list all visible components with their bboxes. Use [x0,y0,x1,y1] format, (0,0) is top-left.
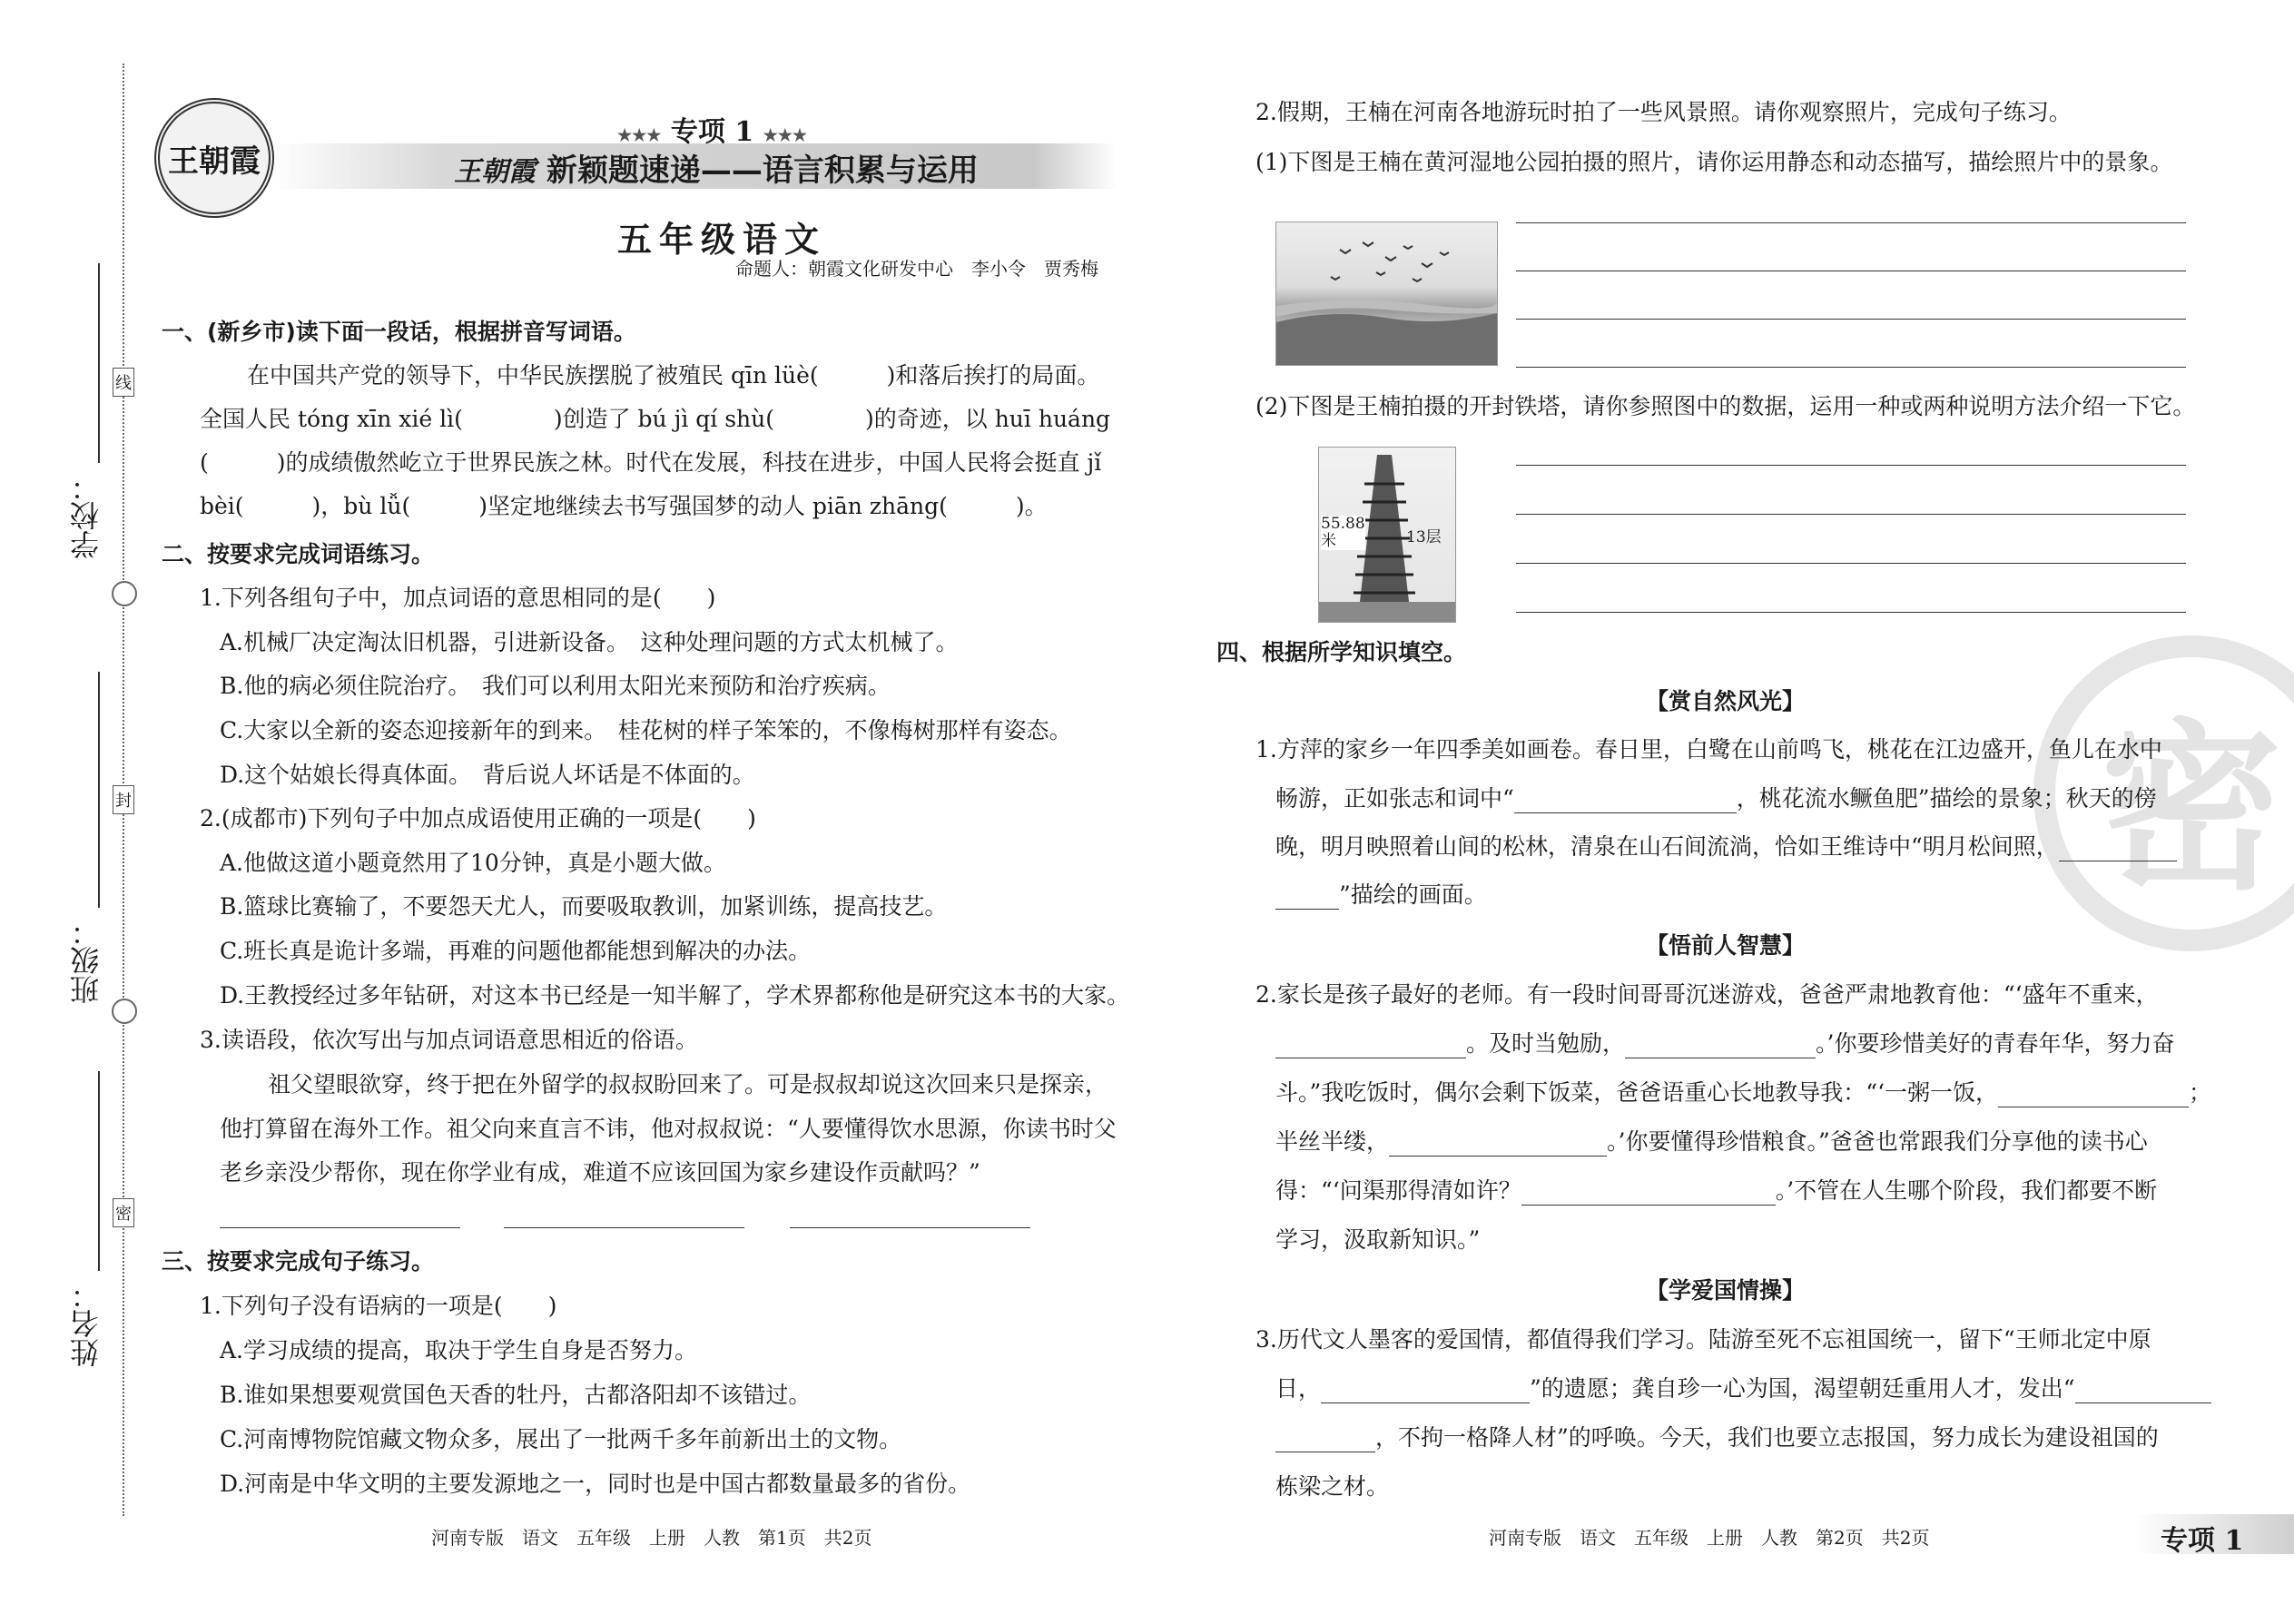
question-2-1: 1.下列各组句子中，加点词语的意思相同的是( ) [200,585,716,611]
fill-line: 晚，明月映照着山间的松林，清泉在山石间流淌，恰如王维诗中“明月松间照， [1275,832,2177,861]
passage-line: 老乡亲没少帮你，现在你学业有成，难道不应该回国为家乡建设作贡献吗？” [220,1159,980,1186]
answer-line[interactable] [1516,612,2186,613]
option: C.班长真是诡计多端，再难的问题他都能想到解决的办法。 [220,938,812,964]
fill-blank[interactable] [1275,887,1339,910]
seal-char-seal: 封 [113,785,134,814]
answer-line[interactable] [1516,465,2186,466]
question-3-2-1: (1)下图是王楠在黄河湿地公园拍摄的照片，请你运用静态和动态描写，描绘照片中的景象。 [1255,149,2173,175]
passage-line: 祖父望眼欲穿，终于把在外留学的叔叔盼回来了。可是叔叔却说这次回来只是探亲， [268,1071,1108,1097]
section1-line: ( )的成绩傲然屹立于世界民族之林。时代在发展，科技在进步，中国人民将会挺直 jǐ [200,449,1102,476]
question-3-1: 1.下列句子没有语病的一项是( ) [200,1293,557,1319]
school-label: 学校： [69,472,103,559]
question-3-2: 2.假期，王楠在河南各地游玩时拍了一些风景照。请你观察照片，完成句子练习。 [1255,99,2072,125]
option: D.河南是中华文明的主要发源地之一，同时也是中国古都数量最多的省份。 [220,1471,971,1497]
series-tag: 专项 1 [2133,1514,2294,1554]
subheading-nature: 【赏自然风光】 [1646,688,1806,714]
section1-line: 在中国共产党的领导下，中华民族摆脱了被殖民 qīn lüè( )和落后挨打的局面。 [247,362,1100,389]
fill-blank[interactable] [1521,1183,1776,1206]
grade-subject: 五年级语文 [617,219,827,260]
question-2-2: 2.(成都市)下列句子中加点成语使用正确的一项是( ) [200,805,756,832]
tower-floors: 13层 [1406,528,1442,546]
fill-line: ，不拘一格降人材”的呼唤。今天，我们也要立志报国，努力成长为建设祖国的 [1275,1423,2159,1452]
fill-blank[interactable] [1275,1036,1466,1058]
fill-line: 畅游，正如张志和词中“ ，桃花流水鳜鱼肥”描绘的景象；秋天的傍 [1275,785,2157,812]
iron-tower-photo [1318,447,1456,623]
answer-line[interactable] [1516,319,2186,320]
birds-icon [1276,222,1497,365]
fill-line: 1.方萍的家乡一年四季美如画卷。春日里，白鹭在山前鸣飞，桃花在江边盛开，鱼儿在水中 [1255,736,2162,763]
author-line: 命题人：朝霞文化研发中心 李小令 贾秀梅 [735,258,1098,280]
answer-line[interactable] [504,1227,744,1228]
fill-line: 日， ”的遗愿；龚自珍一心为国，渴望朝廷重用人才，发出“ [1275,1374,2211,1403]
brand-logo: 王朝霞 [154,98,274,218]
answer-line[interactable] [1516,514,2186,515]
option: B.篮球比赛输了，不要怨天尤人，而要吸取教训，加紧训练，提高技艺。 [220,893,948,920]
answer-line[interactable] [790,1227,1030,1228]
fill-line: ”描绘的画面。 [1275,881,1487,910]
class-label: 班级： [69,917,103,1004]
fill-line: 学习，汲取新知识。” [1275,1226,1481,1253]
option: B.他的病必须住院治疗。 我们可以利用太阳光来预防和治疗疾病。 [220,673,891,699]
fill-line: 。及时当勉励， 。’你要珍惜美好的青春年华，努力奋 [1275,1029,2174,1058]
fill-blank[interactable] [2059,839,2177,861]
seal-char-secret: 密 [113,1198,134,1227]
section2-heading: 二、按要求完成词语练习。 [162,541,435,567]
school-field[interactable] [98,263,100,463]
section3-heading: 三、按要求完成句子练习。 [162,1248,435,1275]
footer-left: 河南专版 语文 五年级 上册 人教 第1页 共2页 [431,1527,872,1549]
option: A.他做这道小题竟然用了10分钟，真是小题大做。 [220,850,726,876]
option: C.大家以全新的姿态迎接新年的到来。 桂花树的样子笨笨的，不像梅树那样有姿态。 [220,717,1072,743]
binding-hole-icon [112,581,137,606]
subheading-patriotism: 【学爱国情操】 [1646,1277,1806,1304]
fill-line: 半丝半缕， 。’你要懂得珍惜粮食。”爸爸也常跟我们分享他的读书心 [1275,1128,2148,1155]
answer-line[interactable] [1516,563,2186,564]
option: A.学习成绩的提高，取决于学生自身是否努力。 [220,1337,698,1363]
fill-line: 栋梁之材。 [1275,1473,1390,1500]
footer-right: 河南专版 语文 五年级 上册 人教 第2页 共2页 [1489,1527,1930,1549]
fill-line: 得：“‘问渠那得清如许？ 。’不管在人生哪个阶段，我们都要不断 [1275,1177,2158,1204]
fill-blank[interactable] [1275,1430,1375,1452]
section1-heading: 一、(新乡市)读下面一段话，根据拼音写词语。 [162,319,636,345]
fill-blank[interactable] [1389,1134,1607,1156]
answer-line[interactable] [220,1227,460,1228]
option: A.机械厂决定淘汰旧机器，引进新设备。 这种处理问题的方式太机械了。 [220,629,959,655]
subheading-wisdom: 【悟前人智慧】 [1646,932,1806,959]
tower-height: 55.88 [1321,515,1365,533]
fill-line: 斗。”我吃饭时，偶尔会剩下饭菜，爸爸语重心长地教导我：“‘一粥一饭， ； [1275,1079,2212,1106]
fill-blank[interactable] [1321,1381,1530,1403]
question-3-2-2: (2)下图是王楠拍摄的开封铁塔，请你参照图中的数据，运用一种或两种说明方法介绍一下它。 [1255,393,2196,419]
answer-line[interactable] [1516,367,2186,368]
section1-line: 全国人民 tóng xīn xié lì( )创造了 bú jì qí shù( )的奇迹，以 huī huáng [200,406,1111,432]
series-title: ★★★ 专项 1 ★★★ [617,116,808,148]
option: D.王教授经过多年钻研，对这本书已经是一知半解了，学术界都称他是研究这本书的大家。 [220,982,1130,1009]
option: B.谁如果想要观赏国色天香的牡丹，古都洛阳却不该错过。 [220,1382,812,1408]
name-field[interactable] [98,1071,100,1271]
fill-line: 3.历代文人墨客的爱国情，都值得我们学习。陆游至死不忘祖国统一，留下“王师北定中原 [1255,1326,2151,1353]
fill-blank[interactable] [1514,791,1737,813]
seal-char-line: 线 [113,368,134,397]
fill-line: 2.家长是孩子最好的老师。有一段时间哥哥沉迷游戏，爸爸严肃地教育他：“‘盛年不重来， [1255,981,2159,1008]
tower-height-unit: 米 [1321,532,1336,550]
answer-line[interactable] [1516,222,2186,223]
option: C.河南博物院馆藏文物众多，展出了一批两千多年前新出土的文物。 [220,1426,902,1452]
binding-hole-icon [112,999,137,1024]
section4-heading: 四、根据所学知识填空。 [1216,639,1467,665]
class-field[interactable] [98,672,100,908]
page-title: 王朝霞 新颖题速递——语言积累与运用 [454,153,979,189]
question-2-3: 3.读语段，依次写出与加点词语意思相近的俗语。 [200,1027,698,1053]
option: D.这个姑娘长得真体面。 背后说人坏话是不体面的。 [220,762,755,788]
wetland-photo [1275,221,1498,366]
passage-line: 他打算留在海外工作。祖父向来直言不讳，他对叔叔说：“人要懂得饮水思源，你读书时父 [220,1116,1117,1142]
section1-line: bèi( )，bù lǚ( )坚定地继续去书写强国梦的动人 piān zhāng( )。 [200,493,1048,519]
name-label: 姓名： [69,1280,103,1367]
fill-blank[interactable] [1998,1085,2189,1107]
fill-blank[interactable] [2075,1381,2211,1403]
fill-blank[interactable] [1625,1036,1816,1058]
watermark-seal-icon: 密 [2033,635,2294,951]
